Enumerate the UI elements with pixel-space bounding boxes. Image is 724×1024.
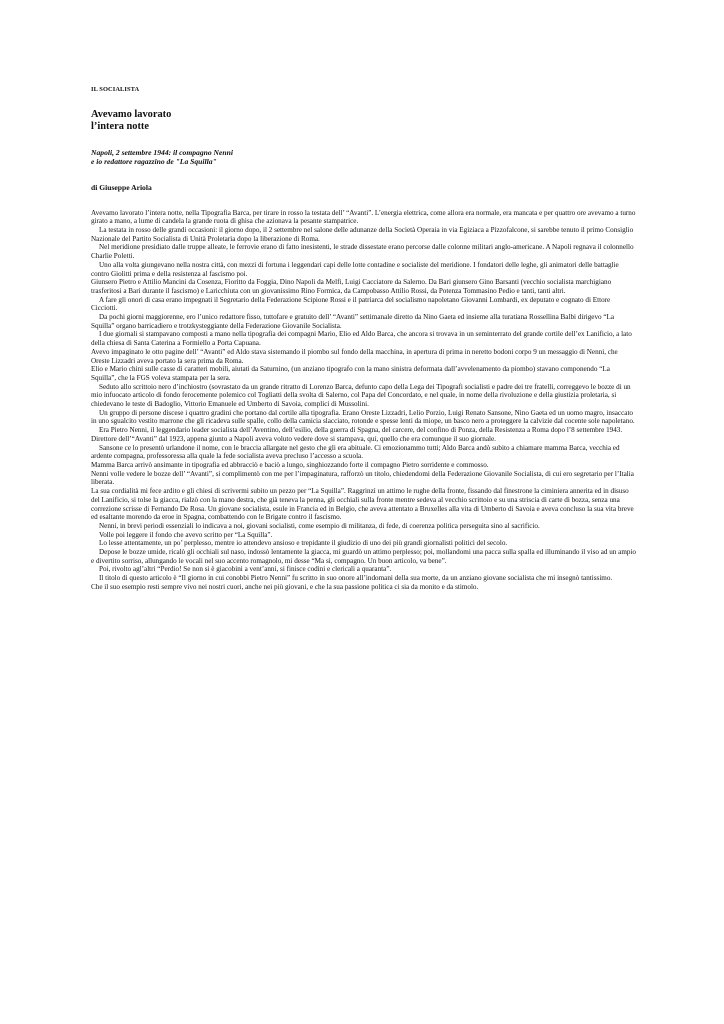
article-paragraph: Nenni volle vedere le bozze dell’ “Avanti”, si complimentò con me per l’impaginatura, rafforzò un titolo, chiedendomi della Federazione Giovanile Socialista, di cui ero segretario per l’Italia liberata. [91, 469, 634, 487]
article-paragraph: Da pochi giorni maggiorenne, ero l’unico redattore fisso, tuttofare e gratuito dell’ “Avanti” settimanale diretto da Nino Gaeta ed insieme alla turatiana Rossellina Balbi dirigevo “La Squilla” organo barricadiero e trotzkysteggiante della Federazione Giovanile Socialista. [91, 313, 615, 330]
article-paragraph: Elio e Mario chini sulle casse di caratteri mobili, aiutati da Saturnino, (un anziano tipografo con la mano sinistra deformata dall’avvelenamento da piombo) stavano componendo “La Squilla”, che la FGS voleva stampata per la sera. [91, 365, 610, 382]
article-author: di Giuseppe Ariola [91, 182, 152, 192]
article-paragraph: Poi, rivolto agl’altri “Perdio! Se non si è giacobini a vent’anni, si finisce codini e clericali a quaranta”. [99, 565, 392, 574]
article-paragraph: Un gruppo di persone discese i quattro gradini che portano dal cortile alla tipografia. Erano Oreste Lizzadri, Lelio Porzio, Luigi Renato Sansone, Nino Gaeta ed un uomo magro, insaccato in uno sgualcito vestito marrone che gli ricadeva sulle spalle, collo della camicia slacciato, rotonde e spesse lenti da miope, un basco nero a proteggere la calvizie dal cocente sole napoletano. [91, 408, 635, 426]
subtitle-line: Napoli, 2 settembre 1944: il compagno Nenni [91, 148, 233, 157]
title-line: l’intera notte [91, 120, 149, 132]
title-line: Avevamo lavorato [91, 109, 172, 120]
document-page [91, 86, 636, 592]
article-paragraph: Depose le bozze umide, ricalò gli occhiali sul naso, indossò lentamente la giacca, mi guardò un attimo perplesso; poi, mollandomi una pacca sulla spalla ed illuminando il viso ad un ampio e divertito sorriso, allungando le vocali nel suo accento romagnolo, mi desse “Ma sì, compagno. Un buon articolo, va bene”. [91, 548, 636, 565]
article-paragraph: A fare gli onori di casa erano impegnati il Segretario della Federazione Scipione Rossi e il patriarca del socialismo napoletano Giovanni Lombardi, ex deputato e cognato di Ettore Cicciotti. [91, 295, 611, 313]
article-paragraph: Avevo impaginato le otto pagine dell’ “Avanti” ed Aldo stava sistemando il piombo sul fondo della macchina, in apertura di prima in neretto bodoni corpo 9 un messaggio di Nenni, che Oreste Lizzadri aveva portato la sera prima da Roma. [91, 347, 618, 365]
subtitle-line: e io redattore ragazzino de "La Squilla" [91, 157, 217, 167]
article-paragraph: Il titolo di questo articolo è “Il giorno in cui conobbi Pietro Nenni” fu scritto in suo onore all’indomani della sua morte, da un anziano giovane socialista che mi insegnò tantissimo. [99, 574, 613, 583]
article-paragraph: Nenni, in brevi periodi essenziali lo indicava a noi, giovani socialisti, come esempio di militanza, di fede, di coerenza politica perseguita sino al sacrificio. [99, 521, 540, 530]
article-paragraph: Giunsero Pietro e Attilio Mancini da Cosenza, Fioritto da Foggia, Dino Napoli da Melfi, Luigi Cacciatore da Salerno. Da Bari giunsero Gino Barsanti (vecchio socialista marchigiano trasferitosi a Bari durante il fascismo) e Laricchiuta con un giovanissimo Rino Formica, da Campobasso Attilio Rossi, da Potenza Tommasino Pedio e tanti, tanti altri. [91, 278, 612, 295]
article-paragraph: La sua cordialità mi fece ardito e gli chiesi di scrivermi subito un pezzo per “La Squilla”. Raggrinzì un attimo le rughe della fronte, fissando dal finestrone la ciminiera annerita ed in disuso del Lanificio, si tolse la giacca, rialzò con la mano destra, che già teneva la penna, gli occhiali sulla fronte mentre sedeva al vecchio scrittoio e su una striscia di carte di bozza, senza una correzione scrisse di Fernando De Rosa. Un giovane socialista, esule in Francia ed in Belgio, che aveva attentato a Bruxelles alla vita di Umberto di Savoia e aveva concluso la sua vita breve ed esaltante morendo da eroe in Spagna, combattendo con le Brigate contro il fascismo. [91, 487, 634, 522]
section-label: IL SOCIALISTA [91, 86, 140, 93]
article-paragraph: Mamma Barca arrivò ansimante in tipografia ed abbracciò e baciò a lungo, singhiozzando forte il compagno Pietro sorridente e commosso. [91, 460, 489, 469]
article-paragraph: Sansone ce lo presentò urlandone il nome, con le braccia allargate nel gesto che gli era abituale. Ci emozionammo tutti; Aldo Barca andò subito a chiamare mamma Barca, vecchia ed ardente compagna, professoressa alla quale la fede socialista aveva precluso l’accesso a scuola. [91, 443, 620, 461]
article-subtitle [91, 148, 636, 167]
article-paragraph: La testata in rosso delle grandi occasioni: il giorno dopo, il 2 settembre nel salone delle adunanze della Società Operaia in via Egiziaca a Pizzofalcone, si sarebbe tenuto il primo Consiglio Nazionale del Partito Socialista di Unità Proletaria dopo la liberazione di Roma. [91, 226, 634, 243]
article-paragraph: Era Pietro Nenni, il leggendario leader socialista dell’Aventino, dell’esilio, della guerra di Spagna, del carcere, del confino di Ponza, della Resistenza a Roma dopo l’8 settembre 1943. Direttore dell’“Avanti” dal 1923, appena giunto a Napoli aveva voluto vedere dove si stampava, qui, quello che era comunque il suo giornale. [91, 426, 623, 443]
article-paragraph: I due giornali si stampavano composti a mano nella tipografia dei compagni Mario, Elio ed Aldo Barca, che ancora si trovava in un seminterrato del grande cortile dell’ex Lanificio, a lato della chiesa di Santa Caterina a Formiello a Porta Capuana. [91, 330, 632, 348]
article-paragraph: Volle poi leggere il fondo che avevo scritto per “La Squilla”. [99, 530, 273, 539]
article-title [91, 109, 636, 132]
article-body [91, 209, 636, 592]
article-paragraph: Lo lesse attentamente, un po’ perplesso, mentre io attendevo ansioso e trepidante il giudizio di uno dei più grandi giornalisti politici del secolo. [99, 539, 508, 548]
article-paragraph: Avevamo lavorato l’intera notte, nella Tipografia Barca, per tirare in rosso la testata dell’ “Avanti”. L’energia elettrica, come allora era normale, era mancata e per quattro ore avevamo a turno girato a mano, a lume di candela la grande ruota di ghisa che azionava la pesante stampatrice. [91, 208, 636, 226]
article-paragraph: Seduto allo scrittoio nero d’inchiostro (sovrastato da un grande ritratto di Lorenzo Barca, defunto capo della Lega dei Tipografi socialisti e padre dei tre fratelli, correggevo le bozze di un mio infuocato articolo di fondo ferocemente polemico col Togliatti della svolta di Salerno, col Papa del Concordato, e nel quale, in nome della rivoluzione e della giustizia proletaria, si chiedevano le teste di Badoglio, Vittorio Emanuele ed Umberto di Savoia, complici di Mussolini. [91, 382, 631, 409]
article-paragraph: Nel meridione presidiato dalle truppe alleate, le ferrovie erano di fatto inesistenti, le strade dissestate erano percorse dalle colonne militari anglo-americane. A Napoli regnava il colonnello Charlie Poletti. [91, 243, 634, 261]
article-paragraph: Che il suo esempio resti sempre vivo nei nostri cuori, anche nei più giovani, e che la sua passione politica ci sia da monito e da stimolo. [91, 582, 479, 591]
article-paragraph: Uno alla volta giungevano nella nostra città, con mezzi di fortuna i leggendari capi delle lotte contadine e socialiste del meridione. I fondatori delle leghe, gli animatori delle battaglie contro Giolitti prima e della resistenza al fascismo poi. [91, 260, 619, 278]
